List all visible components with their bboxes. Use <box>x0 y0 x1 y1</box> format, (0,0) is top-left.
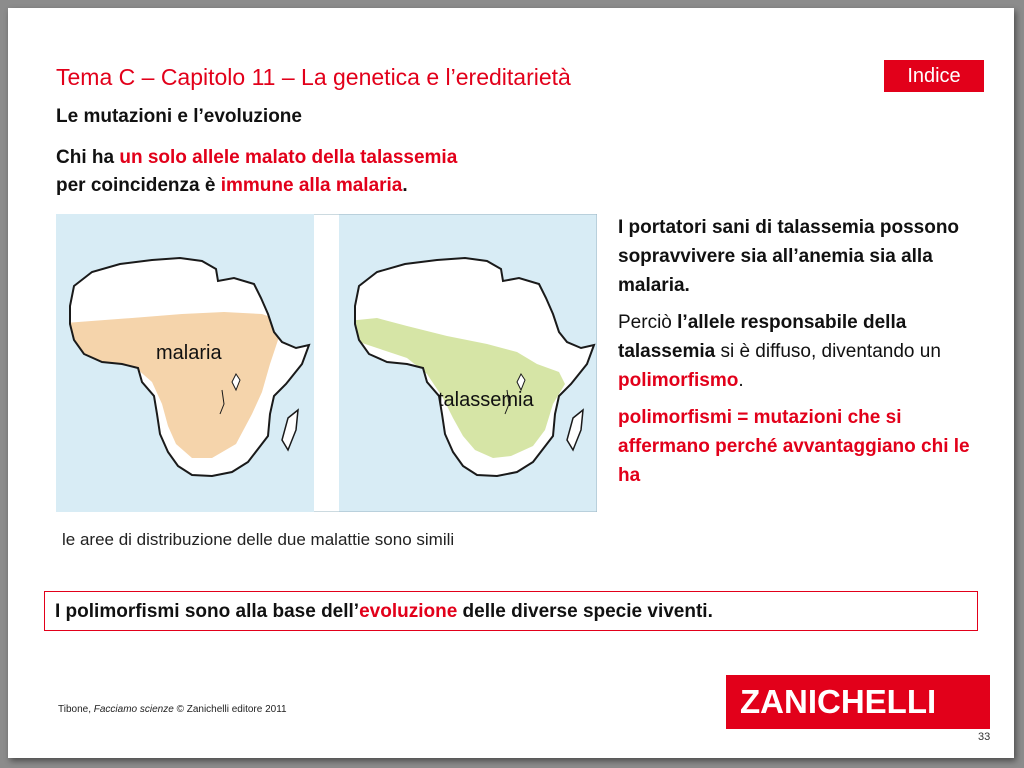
p2-bold: l’allele responsabile della talassemia <box>618 312 907 362</box>
conclusion-c: delle diverse specie viventi. <box>457 601 713 622</box>
lead-line2-highlight: immune alla malaria <box>220 175 403 196</box>
map-divider <box>313 214 339 512</box>
section-subtitle: Le mutazioni e l’evoluzione <box>56 106 302 127</box>
page-title: Tema C – Capitolo 11 – La genetica e l’ereditarietà <box>56 64 571 90</box>
lead-line2-a: per coincidenza è <box>56 175 221 196</box>
footer-credit <box>58 704 287 715</box>
lead-line2-end: . <box>402 175 408 196</box>
lead-line1-highlight: un solo allele malato della talassemia <box>119 147 458 168</box>
conclusion-a: I polimorfismi sono alla base dell’ <box>55 601 360 622</box>
footer-rights: © Zanichelli editore 2011 <box>173 704 287 715</box>
lead-text <box>56 144 457 200</box>
africa-maps-figure <box>56 214 597 512</box>
zanichelli-logo: ZANICHELLI <box>726 675 990 729</box>
map-caption: le aree di distribuzione delle due malattie sono simili <box>62 530 455 549</box>
explanation-p3: polimorfismi = mutazioni che si affermano perché avvantaggiano chi le ha <box>618 407 970 486</box>
explanation-text <box>618 213 988 498</box>
explanation-p2 <box>618 308 988 395</box>
p2-e: . <box>738 370 744 391</box>
conclusion-box <box>44 591 978 631</box>
talassemia-label: talassemia <box>438 389 534 411</box>
p2-c: si è diffuso, diventando un <box>715 341 941 362</box>
footer-author: Tibone, <box>58 704 94 715</box>
explanation-p1: I portatori sani di talassemia possono sopravvivere sia all’anemia sia alla malaria. <box>618 217 960 296</box>
index-button[interactable]: Indice <box>884 60 984 92</box>
conclusion-highlight: evoluzione <box>359 601 458 622</box>
footer-book: Facciamo scienze <box>93 704 174 715</box>
p2-highlight: polimorfismo <box>618 370 739 391</box>
map-malaria <box>56 214 314 512</box>
malaria-label: malaria <box>156 342 222 364</box>
p2-a: Perciò <box>618 312 678 333</box>
lead-line1-a: Chi ha <box>56 147 120 168</box>
page-number: 33 <box>978 731 991 743</box>
